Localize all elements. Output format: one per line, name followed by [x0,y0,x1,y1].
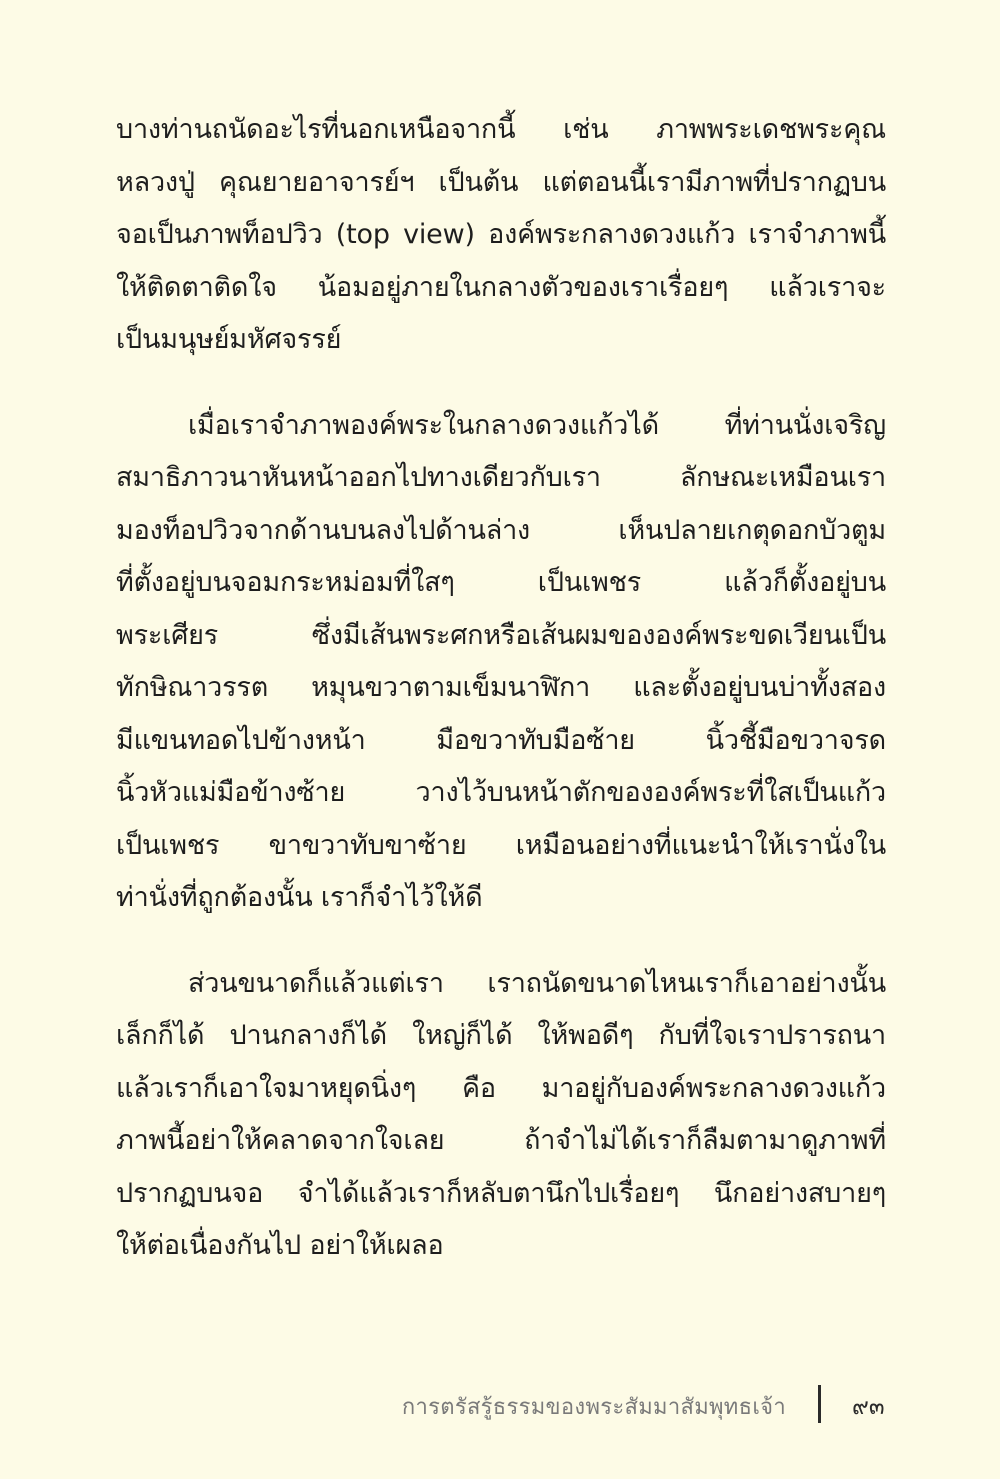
paragraph-3 [116,958,886,1273]
paragraph-gap [116,367,886,400]
paragraph-line: ท่านั่งที่ถูกต้องนั้น เราก็จำไว้ให้ดี [116,882,483,913]
paragraph-line: ให้ติดตาติดใจ น้อมอยู่ภายในกลางตัวของเราเรื่อยๆ แล้วเราจะ [116,271,886,303]
paragraph-line: ที่ตั้งอยู่บนจอมกระหม่อมที่ใสๆ เป็นเพชร แล้วก็ตั้งอยู่บน [116,567,886,598]
paragraph-line: ทักษิณาวรรต หมุนขวาตามเข็มนาฬิกา และตั้งอยู่บนบ่าทั้งสอง [116,672,886,703]
paragraph-2 [116,400,886,925]
paragraph-line: จอเป็นภาพท็อปวิว (top view) องค์พระกลางดวงแก้ว เราจำภาพนี้ [116,219,886,250]
paragraph-gap [116,925,886,958]
paragraph-line: ส่วนขนาดก็แล้วแต่เรา เราถนัดขนาดไหนเราก็เอาอย่างนั้น [188,967,886,999]
paragraph-line: เป็นมนุษย์มหัศจรรย์ [116,324,342,355]
page-footer [0,1385,1000,1425]
paragraph-line: มองท็อปวิวจากด้านบนลงไปด้านล่าง เห็นปลายเกตุดอกบัวตูม [116,514,886,546]
paragraph-line: เป็นเพชร ขาขวาทับขาซ้าย เหมือนอย่างที่แนะนำให้เรานั่งใน [116,829,886,861]
running-footer-title: การตรัสรู้ธรรมของพระสัมมาสัมพุทธเจ้า [401,1395,786,1420]
paragraph-line: เล็กก็ได้ ปานกลางก็ได้ ใหญ่ก็ได้ ให้พอดีๆ กับที่ใจเราปรารถนา [116,1020,886,1051]
paragraph-line: พระเศียร ซึ่งมีเส้นพระศกหรือเส้นผมขององค์พระขดเวียนเป็น [116,619,886,651]
body-text [116,104,886,1273]
paragraph-line: ภาพนี้อย่าให้คลาดจากใจเลย ถ้าจำไม่ได้เราก็ลืมตามาดูภาพที่ [116,1125,886,1156]
paragraph-line: หลวงปู่ คุณยายอาจารย์ฯ เป็นต้น แต่ตอนนี้เรามีภาพที่ปรากฏบน [116,166,886,198]
paragraph-line: นิ้วหัวแม่มือข้างซ้าย วางไว้บนหน้าตักขององค์พระที่ใสเป็นแก้ว [116,777,886,808]
paragraph-line: แล้วเราก็เอาใจมาหยุดนิ่งๆ คือ มาอยู่กับองค์พระกลางดวงแก้ว [116,1072,886,1104]
page-number: ๙๓ [852,1394,885,1420]
paragraph-line: ปรากฏบนจอ จำได้แล้วเราก็หลับตานึกไปเรื่อยๆ นึกอย่างสบายๆ [116,1177,886,1209]
footer-divider [818,1385,821,1423]
paragraph-1 [116,104,886,367]
paragraph-line: บางท่านถนัดอะไรที่นอกเหนือจากนี้ เช่น ภาพพระเดชพระคุณ [116,114,886,145]
paragraph-line: มีแขนทอดไปข้างหน้า มือขวาทับมือซ้าย นิ้วชี้มือขวาจรด [116,724,886,756]
paragraph-line: เมื่อเราจำภาพองค์พระในกลางดวงแก้วได้ ที่ท่านนั่งเจริญ [188,409,886,441]
paragraph-line: ให้ต่อเนื่องกันไป อย่าให้เผลอ [116,1230,444,1261]
paragraph-line: สมาธิภาวนาหันหน้าออกไปทางเดียวกับเรา ลักษณะเหมือนเรา [116,462,886,493]
